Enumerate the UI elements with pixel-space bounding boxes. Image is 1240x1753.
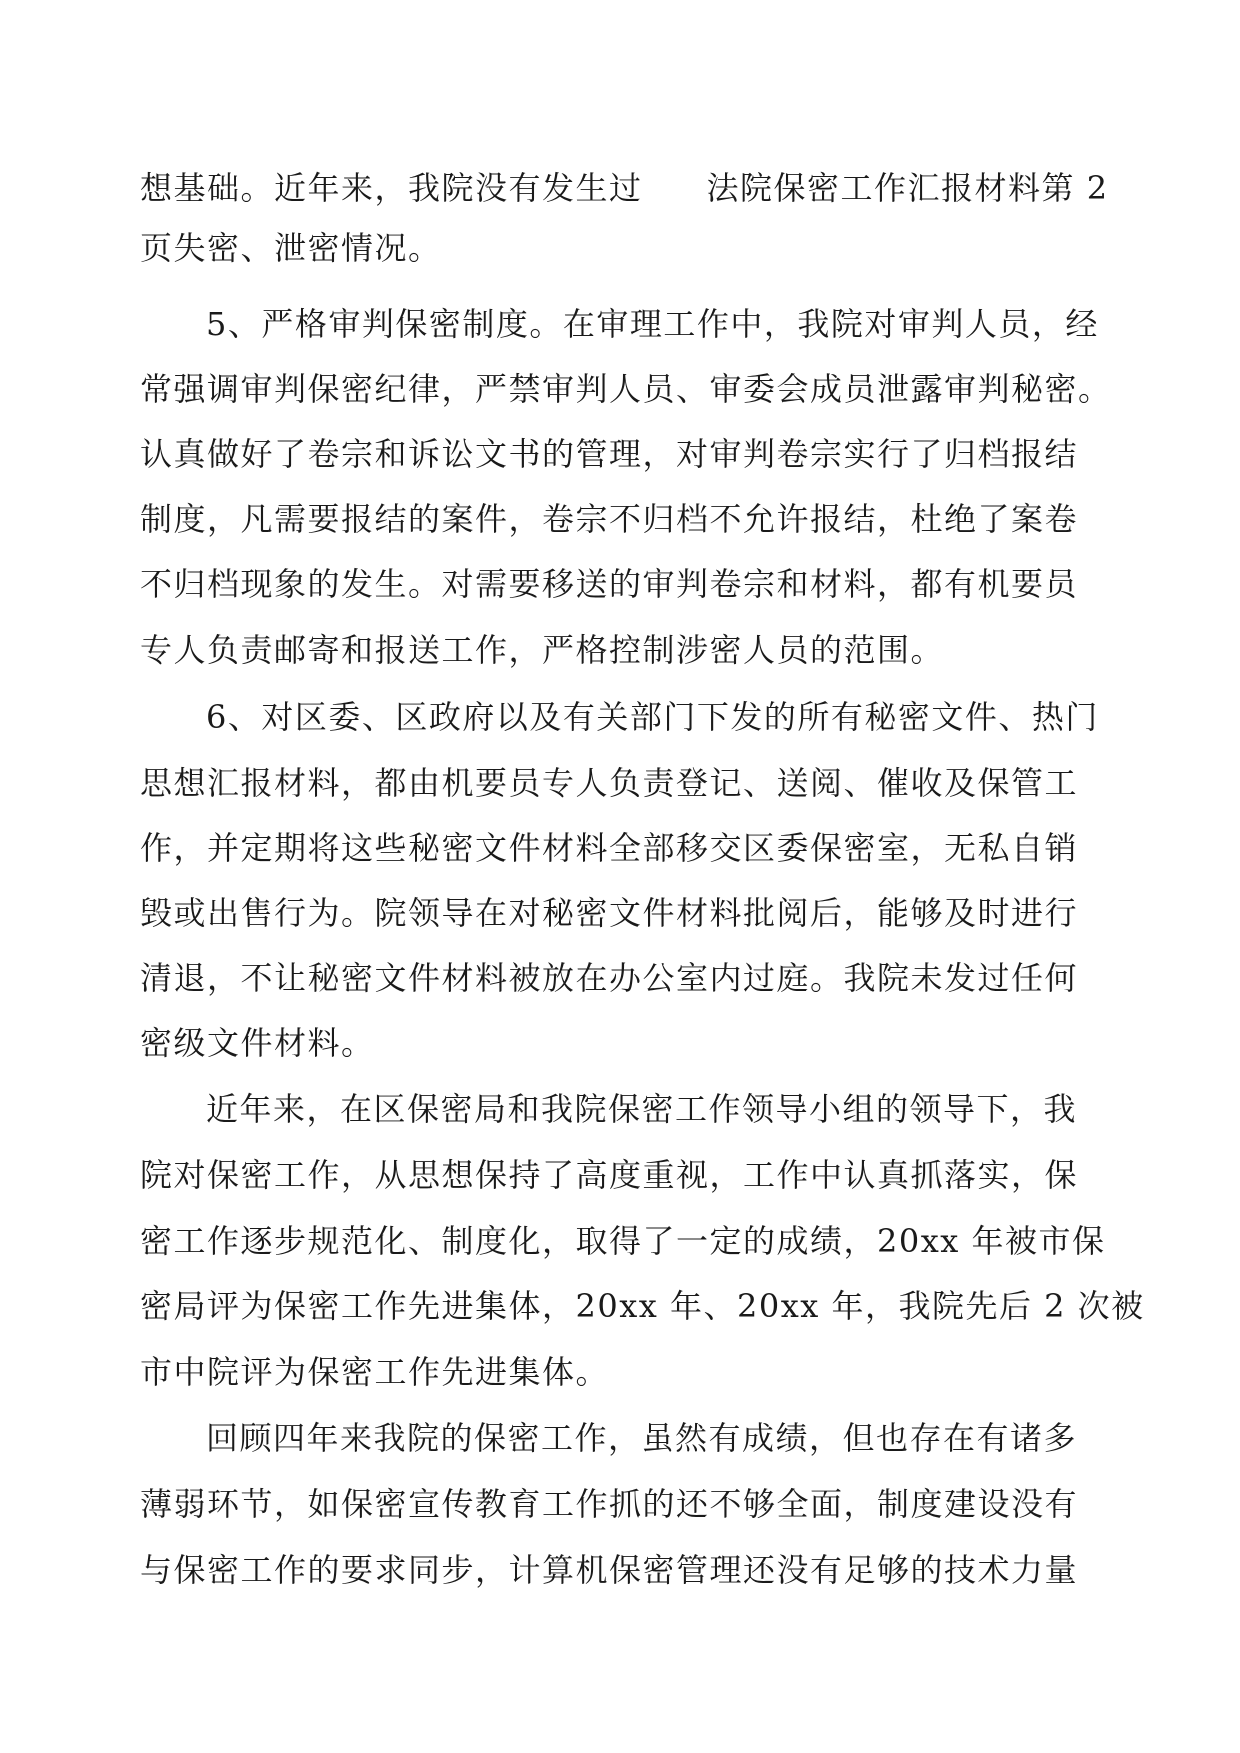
text-line-9: 6、对区委、区政府以及有关部门下发的所有秘密文件、热门 bbox=[206, 698, 1099, 736]
text-line-15: 近年来，在区保密局和我院保密工作领导小组的领导下，我 bbox=[206, 1090, 1078, 1128]
text-line-4: 常强调审判保密纪律，严禁审判人员、审委会成员泄露审判秘密。 bbox=[140, 370, 1112, 408]
text-line-1 bbox=[140, 168, 1109, 208]
text-line-12: 毁或出售行为。院领导在对秘密文件材料批阅后，能够及时进行 bbox=[140, 894, 1079, 932]
text-line-22: 与保密工作的要求同步，计算机保密管理还没有足够的技术力量 bbox=[140, 1551, 1079, 1589]
text-line-11: 作，并定期将这些秘密文件材料全部移交区委保密室，无私自销 bbox=[140, 829, 1079, 867]
text-line-14: 密级文件材料。 bbox=[140, 1024, 375, 1062]
text-line-2: 页失密、泄密情况。 bbox=[140, 229, 442, 267]
text-line-18: 密局评为保密工作先进集体，20xx 年、20xx 年，我院先后 2 次被 bbox=[140, 1287, 1145, 1325]
text-line-17: 密工作逐步规范化、制度化，取得了一定的成绩，20xx 年被市保 bbox=[140, 1222, 1106, 1260]
text-line-13: 清退，不让秘密文件材料被放在办公室内过庭。我院未发过任何 bbox=[140, 959, 1079, 997]
text-line-16: 院对保密工作，从思想保持了高度重视，工作中认真抓落实，保 bbox=[140, 1156, 1079, 1194]
text-line-20: 回顾四年来我院的保密工作，虽然有成绩，但也存在有诸多 bbox=[206, 1419, 1078, 1457]
text-line-7: 不归档现象的发生。对需要移送的审判卷宗和材料，都有机要员 bbox=[140, 565, 1079, 603]
text-line-10: 思想汇报材料，都由机要员专人负责登记、送阅、催收及保管工 bbox=[140, 764, 1079, 802]
text-line-8: 专人负责邮寄和报送工作，严格控制涉密人员的范围。 bbox=[140, 631, 945, 669]
page-header: 法院保密工作汇报材料第 2 bbox=[706, 169, 1109, 207]
text-line-3: 5、严格审判保密制度。在审理工作中，我院对审判人员，经 bbox=[206, 305, 1099, 343]
text-line-1-content: 想基础。近年来，我院没有发生过 bbox=[140, 169, 643, 207]
text-line-6: 制度，凡需要报结的案件，卷宗不归档不允许报结，杜绝了案卷 bbox=[140, 500, 1079, 538]
text-line-5: 认真做好了卷宗和诉讼文书的管理，对审判卷宗实行了归档报结 bbox=[140, 435, 1079, 473]
text-line-19: 市中院评为保密工作先进集体。 bbox=[140, 1353, 610, 1391]
text-line-21: 薄弱环节，如保密宣传教育工作抓的还不够全面，制度建设没有 bbox=[140, 1485, 1079, 1523]
